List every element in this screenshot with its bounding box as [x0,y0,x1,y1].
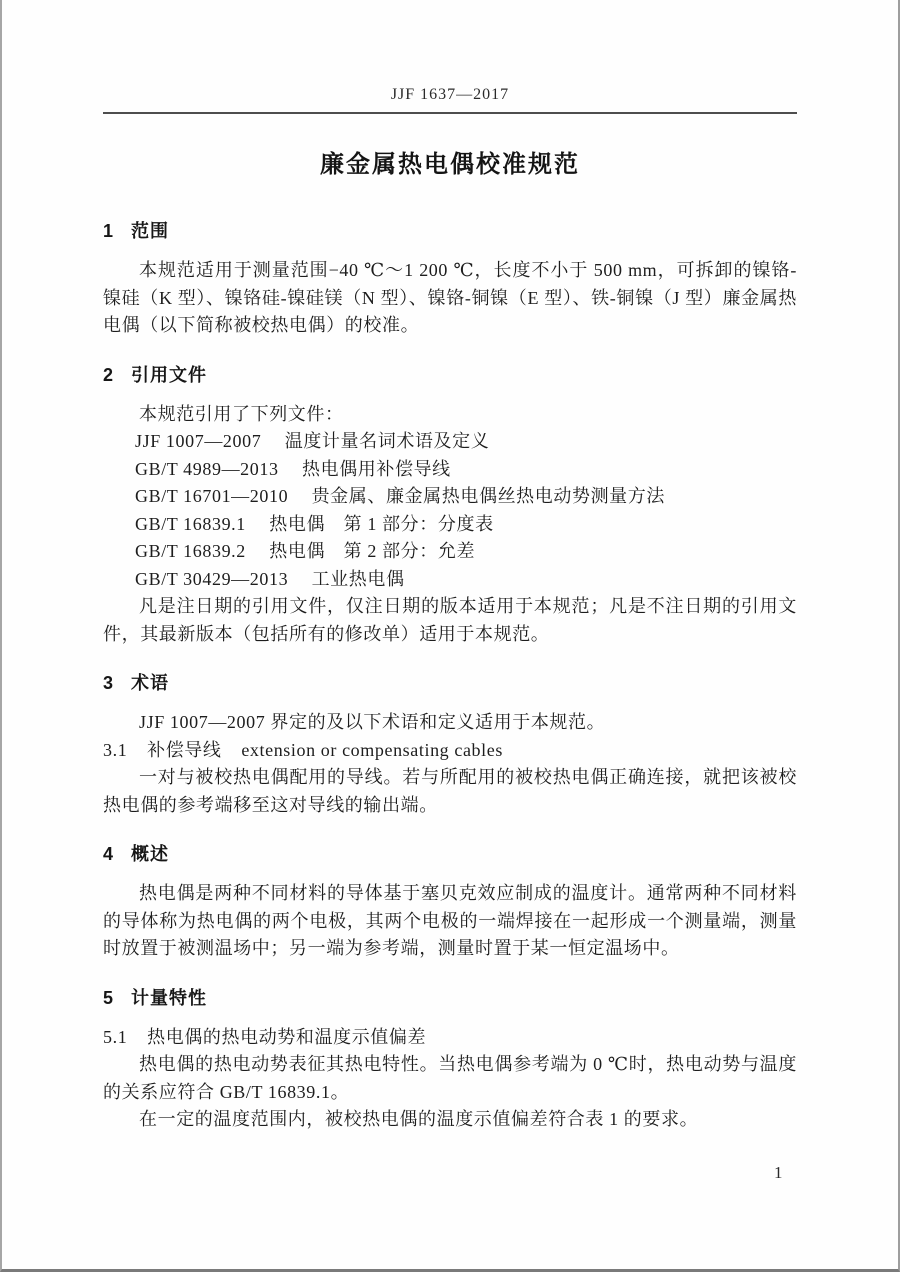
page-content [103,0,797,1134]
reference-item [135,566,797,594]
reference-item [135,456,797,484]
section-heading-text: 范围 [131,221,170,241]
subclause-heading [103,1024,797,1052]
paragraph: 一对与被校热电偶配用的导线。若与所配用的被校热电偶正确连接，就把该被校热电偶的参考端移至这对导线的输出端。 [103,767,797,815]
doc-number: JJF 1637—2017 [390,86,510,103]
section-scope [103,218,797,340]
section-heading [103,218,797,245]
term-number: 3.1 [103,739,128,760]
section-number: 3 [103,673,115,693]
reference-item [135,511,797,539]
reference-code: JJF 1007—2007 [135,431,262,451]
term-name: 补偿导线 [147,739,222,760]
header-rule [103,112,797,114]
reference-item [135,428,797,456]
section-references [103,362,797,649]
section-heading [103,841,797,868]
reference-item [135,538,797,566]
section-heading-text: 计量特性 [131,987,208,1008]
section-heading-text: 术语 [131,673,170,693]
term-definition-heading [103,737,797,765]
reference-title: 热电偶 第 1 部分：分度表 [269,513,494,534]
section-overview [103,841,797,963]
paragraph: 本规范引用了下列文件： [139,403,344,424]
subclause-heading-text: 热电偶的热电动势和温度示值偏差 [147,1026,427,1047]
paragraph: 热电偶是两种不同材料的导体基于塞贝克效应制成的温度计。通常两种不同材料的导体称为热电偶的两个电极，其两个电极的一端焊接在一起形成一个测量端，测量时放置于被测温场中；另一端为参考端，测量时置于某一恒定温场中。 [103,883,797,958]
page-number: 1 [774,1163,783,1182]
subclause-number: 5.1 [103,1026,128,1047]
section-terms [103,670,797,819]
section-heading [103,670,797,697]
paragraph: 在一定的温度范围内，被校热电偶的温度示值偏差符合表 1 的要求。 [139,1109,699,1129]
reference-title: 热电偶 第 2 部分：允差 [269,541,476,561]
reference-code: GB/T 30429—2013 [135,568,289,589]
reference-list [103,428,797,593]
reference-title: 工业热电偶 [311,568,405,589]
term-name-english: extension or compensating cables [241,739,503,760]
reference-code: GB/T 16839.2 [135,541,246,561]
section-heading-text: 引用文件 [131,364,208,385]
section-heading [103,985,797,1012]
paragraph: 本规范适用于测量范围−40 ℃～1 200 ℃，长度不小于 500 mm，可拆卸的镍铬-镍硅（K 型）、镍铬硅-镍硅镁（N 型）、镍铬-铜镍（E 型）、铁-铜镍（J 型）廉金属热电偶（以下简称被校热电偶）的校准。 [103,260,797,335]
paragraph: JJF 1007—2007 界定的及以下术语和定义适用于本规范。 [139,712,606,732]
reference-title: 贵金属、廉金属热电偶丝热电动势测量方法 [311,486,665,506]
page-title: 廉金属热电偶校准规范 [320,151,580,178]
section-metrological-characteristics [103,985,797,1134]
section-number: 5 [103,987,115,1008]
reference-title: 温度计量名词术语及定义 [284,431,490,451]
reference-item [135,483,797,511]
section-number: 1 [103,221,115,241]
section-heading-text: 概述 [131,844,170,864]
paragraph: 凡是注日期的引用文件，仅注日期的版本适用于本规范；凡是不注日期的引用文件，其最新版本（包括所有的修改单）适用于本规范。 [103,596,797,644]
section-heading [103,362,797,389]
reference-title: 热电偶用补偿导线 [301,458,451,479]
reference-code: GB/T 16839.1 [135,513,246,534]
reference-code: GB/T 4989—2013 [135,458,279,479]
section-number: 4 [103,844,115,864]
paragraph: 热电偶的热电动势表征其热电特性。当热电偶参考端为 0 ℃时，热电动势与温度的关系应符合 GB/T 16839.1。 [103,1054,797,1102]
section-number: 2 [103,364,115,385]
reference-code: GB/T 16701—2010 [135,486,289,506]
